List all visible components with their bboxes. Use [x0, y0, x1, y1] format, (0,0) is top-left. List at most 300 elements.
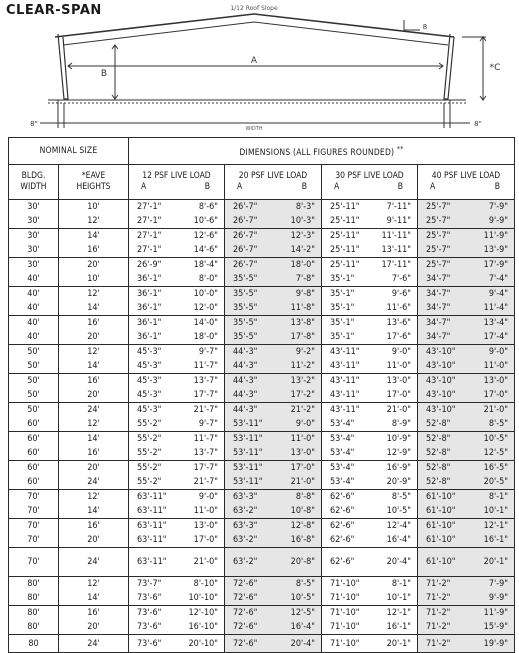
dimension-cell: [418, 461, 515, 490]
dimension-b-value: 20'-9": [386, 477, 411, 487]
dimension-b-value: 18'-4": [193, 260, 218, 270]
dimension-b-value: 12'-3": [290, 231, 315, 241]
dimension-b-value: 9'-4": [488, 289, 508, 299]
dimension-a-value: 25'-11": [330, 202, 360, 212]
dimension-cell: [322, 490, 418, 519]
dimension-cell: [418, 258, 515, 287]
dimension-a-value: 35'-1": [330, 303, 355, 313]
dimension-b-value: 9'-6": [391, 289, 411, 299]
dimension-b-value: 11'-2": [290, 361, 315, 371]
dimensions-header-text: DIMENSIONS (ALL FIGURES ROUNDED): [239, 147, 395, 158]
dimension-cell: [129, 519, 225, 548]
dimension-a-value: 36'-1": [137, 289, 162, 299]
eave-height-cell-line: 14': [87, 361, 100, 371]
table-row: [9, 548, 515, 577]
eave-height-cell: [59, 229, 129, 258]
dimension-cell: [418, 374, 515, 403]
eave-height-cell-line: 24': [87, 638, 100, 649]
dimension-a-value: 35'-5": [233, 289, 258, 299]
dimension-b-value: 10'-5": [483, 434, 508, 444]
dimension-b-value: 12'-5": [290, 608, 315, 618]
dimension-a-value: 27'-1": [137, 202, 162, 212]
table-row: [9, 316, 515, 345]
dimension-cell: [129, 316, 225, 345]
bldg-width-cell: [9, 490, 59, 519]
table-row: [9, 461, 515, 490]
eave-height-cell-line: 12': [87, 579, 100, 589]
dimension-a-value: 72'-6": [233, 593, 258, 603]
dimension-a-value: 45'-3": [137, 405, 162, 415]
dimension-a-value: 53'-4": [330, 477, 355, 487]
dimension-a-value: 53'-11": [233, 434, 263, 444]
eave-height-cell-line: 24': [87, 477, 100, 487]
dimension-b-value: 13'-4": [483, 318, 508, 328]
eave-height-cell: [59, 519, 129, 548]
bldg-width-cell: [9, 432, 59, 461]
dimension-b-value: 7'-9": [488, 579, 508, 589]
dimension-cell: [129, 345, 225, 374]
eave-height-cell-line: 24': [87, 405, 100, 415]
dimension-a-value: 61'-10": [426, 521, 456, 531]
table-row: [9, 519, 515, 548]
dimension-b-value: 18'-0": [193, 332, 218, 342]
nominal-size-header: NOMINAL SIZE: [9, 138, 129, 165]
bldg-width-cell: [9, 403, 59, 432]
dimension-b-value: 12'-4": [386, 521, 411, 531]
dimension-b-value: 7'-8": [295, 274, 315, 284]
table-row: [9, 432, 515, 461]
dimension-b-value: 9'-11": [386, 216, 411, 226]
dimension-a-value: 71'-2": [426, 593, 451, 603]
dimension-a-value: 35'-5": [233, 332, 258, 342]
dimension-b-value: 8'-3": [295, 202, 315, 212]
dimension-b-value: 9'-2": [295, 347, 315, 357]
dimension-b-value: 21'-0": [483, 405, 508, 415]
dimension-a-value: 63'-11": [137, 557, 167, 567]
dimension-a-value: 71'-10": [330, 638, 360, 649]
table-row: [9, 577, 515, 606]
dimension-a-value: 35'-1": [330, 289, 355, 299]
dimension-b-value: 13'-0": [483, 376, 508, 386]
bldg-width-cell-line: 80': [27, 579, 40, 589]
dimension-a-value: 43'-11": [330, 361, 360, 371]
dimension-b-value: 20'-10": [188, 638, 218, 649]
roof-slope-note: 1/12 Roof Slope: [230, 5, 278, 12]
dimension-b-value: 12'-1": [386, 608, 411, 618]
dimension-a-value: 25'-7": [426, 216, 451, 226]
bldg-width-cell: [9, 374, 59, 403]
dimension-a-value: 25'-11": [330, 231, 360, 241]
eave-height-cell: [59, 490, 129, 519]
dimension-cell: [129, 548, 225, 577]
dimension-cell: [225, 287, 322, 316]
bldg-width-cell-line: 50': [27, 361, 40, 371]
dimension-c-label: *C: [489, 63, 501, 73]
dimension-b-value: 9'-0": [295, 419, 315, 429]
dimension-a-value: 44'-3": [233, 405, 258, 415]
load-30-a: A: [334, 182, 340, 192]
bldg-width-cell-line: 40': [27, 289, 40, 299]
dimension-b-value: 17'-6": [386, 332, 411, 342]
dimension-a-value: 36'-1": [137, 318, 162, 328]
eave-height-cell-line: 20': [87, 260, 100, 270]
dimension-a-value: 62'-6": [330, 521, 355, 531]
dimension-b-value: 11'-0": [386, 361, 411, 371]
dimension-a-value: 55'-2": [137, 434, 162, 444]
dimension-b-value: 9'-9": [488, 593, 508, 603]
dimension-b-value: 8'-0": [198, 274, 218, 284]
dimension-b-value: 20'-1": [483, 557, 508, 567]
dimension-a-value: 52'-8": [426, 463, 451, 473]
bldg-width-cell-line: 30': [27, 231, 40, 241]
dimension-b-value: 8'-1": [488, 492, 508, 502]
dimension-b-value: 7'-9": [488, 202, 508, 212]
dimension-b-value: 17'-0": [386, 390, 411, 400]
dimension-cell: [418, 577, 515, 606]
eave-height-cell-line: 14': [87, 231, 100, 241]
dimension-b-value: 21'-0": [386, 405, 411, 415]
bldg-width-cell-line: 60': [27, 477, 40, 487]
dimension-a-value: 73'-7": [137, 579, 162, 589]
table-row: [9, 635, 515, 653]
bldg-width-cell-line: 50': [27, 405, 40, 415]
dimension-a-value: 45'-3": [137, 390, 162, 400]
dimension-b-value: 10'-3": [290, 216, 315, 226]
dimension-b-value: 17'-8": [290, 332, 315, 342]
dimension-a-value: 73'-6": [137, 622, 162, 632]
eave-height-cell-line: 10': [87, 274, 100, 284]
dimension-a-label: A: [250, 56, 258, 66]
bldg-width-cell-line: 30': [27, 202, 40, 212]
dimension-cell: [225, 490, 322, 519]
dimension-a-value: 26'-9": [137, 260, 162, 270]
eave-height-cell: [59, 316, 129, 345]
dimension-a-value: 63'-2": [233, 535, 258, 545]
dimension-cell: [418, 345, 515, 374]
dimension-cell: [225, 635, 322, 653]
load-40-a: A: [430, 182, 436, 192]
load-20-b: B: [301, 182, 307, 192]
dimension-a-value: 35'-5": [233, 274, 258, 284]
bldg-width-cell-line: 60': [27, 434, 40, 444]
dimension-b-value: 10'-8": [290, 506, 315, 516]
bldg-width-cell-line: 40': [27, 303, 40, 313]
dimension-a-value: 26'-7": [233, 245, 258, 255]
eave-height-cell-line: 20': [87, 463, 100, 473]
dimension-a-value: 43'-11": [330, 347, 360, 357]
dimension-a-value: 52'-8": [426, 434, 451, 444]
dimension-b-value: 13'-0": [386, 376, 411, 386]
dimension-a-value: 63'-11": [137, 506, 167, 516]
load-40-b: B: [494, 182, 500, 192]
dimension-cell: [418, 432, 515, 461]
load-30-b: B: [397, 182, 403, 192]
dimension-cell: [418, 606, 515, 635]
dimension-b-value: 13'-7": [193, 376, 218, 386]
dimensions-header-mark: **: [396, 144, 404, 153]
table-body: [9, 200, 515, 653]
bldg-width-cell-line: 50': [27, 347, 40, 357]
dimension-b-value: 17'-4": [483, 332, 508, 342]
dimension-a-value: 71'-2": [426, 608, 451, 618]
bldg-width-cell: [9, 287, 59, 316]
dimension-b-value: 8'-6": [198, 202, 218, 212]
load-12-label: 12 PSF LIVE LOAD: [142, 171, 211, 181]
dimension-cell: [322, 577, 418, 606]
dimension-a-value: 34'-7": [426, 318, 451, 328]
bldg-width-cell: [9, 461, 59, 490]
dimension-b-value: 14'-0": [193, 318, 218, 328]
dimension-a-value: 45'-3": [137, 361, 162, 371]
dimension-a-value: 44'-3": [233, 361, 258, 371]
dimension-a-value: 27'-1": [137, 245, 162, 255]
dimension-b-value: 13'-2": [290, 376, 315, 386]
dimension-cell: [322, 287, 418, 316]
dimension-cell: [129, 200, 225, 229]
load-12-header: [129, 165, 225, 200]
bldg-width-cell: [9, 316, 59, 345]
dimension-a-value: 25'-7": [426, 231, 451, 241]
bldg-width-cell: [9, 548, 59, 577]
dimension-a-value: 52'-8": [426, 477, 451, 487]
dimension-b-value: 17'-7": [193, 463, 218, 473]
dimension-cell: [225, 345, 322, 374]
dimension-a-value: 44'-3": [233, 376, 258, 386]
dimension-cell: [225, 548, 322, 577]
eave-height-cell: [59, 258, 129, 287]
eave-height-cell: [59, 461, 129, 490]
right-offset-label: 8": [474, 120, 482, 128]
dimensions-header: [129, 138, 515, 165]
table-row: [9, 606, 515, 635]
eave-height-cell-line: 16': [87, 318, 100, 328]
dimension-cell: [129, 635, 225, 653]
dimension-a-value: 53'-4": [330, 448, 355, 458]
dimension-a-value: 53'-11": [233, 463, 263, 473]
dimension-b-value: 20'-1": [386, 638, 411, 649]
dimension-b-value: 11'-4": [483, 303, 508, 313]
dimension-b-value: 16'-8": [290, 535, 315, 545]
dimension-a-value: 71'-10": [330, 608, 360, 618]
dimension-b-value: 17'-9": [483, 260, 508, 270]
dimension-b-value: 9'-8": [295, 289, 315, 299]
dimension-a-value: 72'-6": [233, 622, 258, 632]
bldg-width-cell-line: 80: [28, 638, 39, 649]
eave-height-cell: [59, 577, 129, 606]
bldg-width-header: BLDG. WIDTH: [9, 165, 59, 200]
bldg-width-cell: [9, 606, 59, 635]
dimension-a-value: 62'-6": [330, 492, 355, 502]
dimension-a-value: 25'-11": [330, 245, 360, 255]
dimension-a-value: 71'-10": [330, 579, 360, 589]
dimension-b-value: 20'-5": [483, 477, 508, 487]
eave-height-cell-line: 14': [87, 303, 100, 313]
dimension-cell: [129, 490, 225, 519]
table-row: [9, 374, 515, 403]
dimension-a-value: 53'-11": [233, 477, 263, 487]
dimension-b-value: 12'-0": [193, 303, 218, 313]
bldg-width-cell: [9, 519, 59, 548]
dimension-b-value: 20'-8": [290, 557, 315, 567]
dimension-b-value: 9'-7": [198, 347, 218, 357]
bldg-width-cell-line: 50': [27, 376, 40, 386]
dimension-a-value: 36'-1": [137, 274, 162, 284]
dimension-b-value: 21'-2": [290, 405, 315, 415]
bldg-width-cell-line: 60': [27, 419, 40, 429]
dimension-b-value: 11'-7": [193, 361, 218, 371]
dimension-a-value: 61'-10": [426, 535, 456, 545]
dimension-a-value: 25'-7": [426, 245, 451, 255]
dimension-b-value: 21'-7": [193, 477, 218, 487]
dimension-a-value: 26'-7": [233, 260, 258, 270]
dimension-b-value: 13'-0": [193, 521, 218, 531]
bldg-width-cell-line: 40': [27, 332, 40, 342]
dimension-a-value: 27'-1": [137, 216, 162, 226]
bldg-width-cell-line: 70': [27, 535, 40, 545]
dimension-b-value: 9'-0": [488, 347, 508, 357]
dimension-b-value: 18'-0": [290, 260, 315, 270]
dimension-a-value: 63'-2": [233, 506, 258, 516]
dimension-b-value: 8'-8": [295, 492, 315, 502]
eave-height-cell-line: 20': [87, 622, 100, 632]
dimension-a-value: 34'-7": [426, 332, 451, 342]
dimension-a-value: 63'-11": [137, 492, 167, 502]
dimension-b-value: 10'-1": [386, 593, 411, 603]
dimension-a-value: 53'-4": [330, 419, 355, 429]
eave-height-cell: [59, 374, 129, 403]
dimension-b-value: 11'-0": [483, 361, 508, 371]
dimension-b-value: 8'-5": [391, 492, 411, 502]
bldg-width-cell: [9, 345, 59, 374]
dimension-cell: [129, 258, 225, 287]
dimension-a-value: 25'-11": [330, 260, 360, 270]
eave-height-cell: [59, 287, 129, 316]
dimension-cell: [225, 229, 322, 258]
dimension-b-value: 15'-9": [483, 622, 508, 632]
dimension-b-value: 16'-9": [386, 463, 411, 473]
dimension-a-value: 43'-11": [330, 390, 360, 400]
dimension-cell: [322, 316, 418, 345]
dimension-a-value: 71'-2": [426, 638, 451, 649]
eave-height-cell-line: 14': [87, 506, 100, 516]
dimension-b-value: 12'-10": [188, 608, 218, 618]
bldg-width-cell-line: 70': [27, 521, 40, 531]
dimension-a-value: 52'-8": [426, 419, 451, 429]
dimension-b-value: 11'-9": [483, 608, 508, 618]
dimension-b-value: 12'-8": [290, 521, 315, 531]
bldg-width-cell: [9, 635, 59, 653]
dimension-a-value: 35'-1": [330, 318, 355, 328]
eave-height-cell-line: 10': [87, 202, 100, 212]
dimension-a-value: 63'-11": [137, 535, 167, 545]
dimension-b-value: 7'-11": [386, 202, 411, 212]
dimension-b-value: 17'-0": [193, 535, 218, 545]
dimension-a-value: 25'-7": [426, 260, 451, 270]
dimension-a-value: 55'-2": [137, 463, 162, 473]
eave-height-cell-line: 14': [87, 593, 100, 603]
dimension-b-value: 8'-10": [193, 579, 218, 589]
dimension-a-value: 43'-11": [330, 405, 360, 415]
dimension-a-value: 26'-7": [233, 231, 258, 241]
dimension-b-value: 21'-0": [193, 557, 218, 567]
dimension-a-value: 73'-6": [137, 593, 162, 603]
dimension-a-value: 43'-10": [426, 390, 456, 400]
dimension-a-value: 63'-3": [233, 492, 258, 502]
dimension-a-value: 25'-11": [330, 216, 360, 226]
dimension-cell: [322, 200, 418, 229]
eave-height-cell-line: 14': [87, 434, 100, 444]
dimension-b-value: 12'-1": [483, 521, 508, 531]
bldg-width-cell-line: 40': [27, 318, 40, 328]
dimension-b-value: 10'-5": [386, 506, 411, 516]
dimension-b-value: 8'-9": [391, 419, 411, 429]
dimension-b-value: 7'-6": [391, 274, 411, 284]
dimension-b-value: 11'-7": [193, 434, 218, 444]
eave-height-cell: [59, 200, 129, 229]
clear-span-dimension-table: [8, 137, 515, 653]
dimension-a-value: 72'-6": [233, 579, 258, 589]
dimension-b-value: 16'-4": [290, 622, 315, 632]
bldg-width-cell-line: 80': [27, 593, 40, 603]
dimension-a-value: 73'-6": [137, 638, 162, 649]
dimension-b-value: 11'-6": [386, 303, 411, 313]
eave-height-cell-line: 16': [87, 448, 100, 458]
dimension-a-value: 35'-1": [330, 274, 355, 284]
dimension-b-value: 10'-5": [290, 593, 315, 603]
eave-height-cell-line: 12': [87, 347, 100, 357]
dimension-b-value: 17'-0": [290, 463, 315, 473]
dimension-b-value: 16'-1": [483, 535, 508, 545]
table-row: [9, 490, 515, 519]
dimension-a-value: 71'-10": [330, 622, 360, 632]
dimension-cell: [418, 519, 515, 548]
dimension-b-value: 8'-5": [488, 419, 508, 429]
eave-height-cell-line: 24': [87, 557, 100, 567]
eave-height-cell: [59, 345, 129, 374]
dimension-b-value: 8'-1": [391, 579, 411, 589]
dimension-b-value: 21'-7": [193, 405, 218, 415]
dimension-cell: [225, 577, 322, 606]
dimension-b-value: 20'-4": [386, 557, 411, 567]
dimension-a-value: 72'-6": [233, 638, 258, 649]
eave-heights-header: *EAVE HEIGHTS: [59, 165, 129, 200]
dimension-cell: [225, 374, 322, 403]
eave-height-cell-line: 16': [87, 521, 100, 531]
load-30-label: 30 PSF LIVE LOAD: [335, 171, 404, 181]
dimension-a-value: 61'-10": [426, 506, 456, 516]
dimension-a-value: 53'-11": [233, 448, 263, 458]
dimension-a-value: 63'-3": [233, 521, 258, 531]
dimension-b-value: 13'-6": [386, 318, 411, 328]
dimension-cell: [129, 461, 225, 490]
dimension-cell: [322, 635, 418, 653]
dimension-b-value: 13'-0": [290, 448, 315, 458]
eave-height-cell-line: 12': [87, 289, 100, 299]
dimension-b-value: 10'-9": [386, 434, 411, 444]
dimension-cell: [225, 519, 322, 548]
dimension-b-value: 11'-0": [290, 434, 315, 444]
dimension-a-value: 72'-6": [233, 608, 258, 618]
dimension-a-value: 45'-3": [137, 347, 162, 357]
bldg-width-cell-line: 50': [27, 390, 40, 400]
eave-height-cell-line: 16': [87, 245, 100, 255]
dimension-cell: [322, 606, 418, 635]
dimension-b-value: 16'-5": [483, 463, 508, 473]
dimension-cell: [225, 606, 322, 635]
table-row: [9, 200, 515, 229]
dimension-a-value: 25'-7": [426, 202, 451, 212]
dimension-cell: [322, 258, 418, 287]
